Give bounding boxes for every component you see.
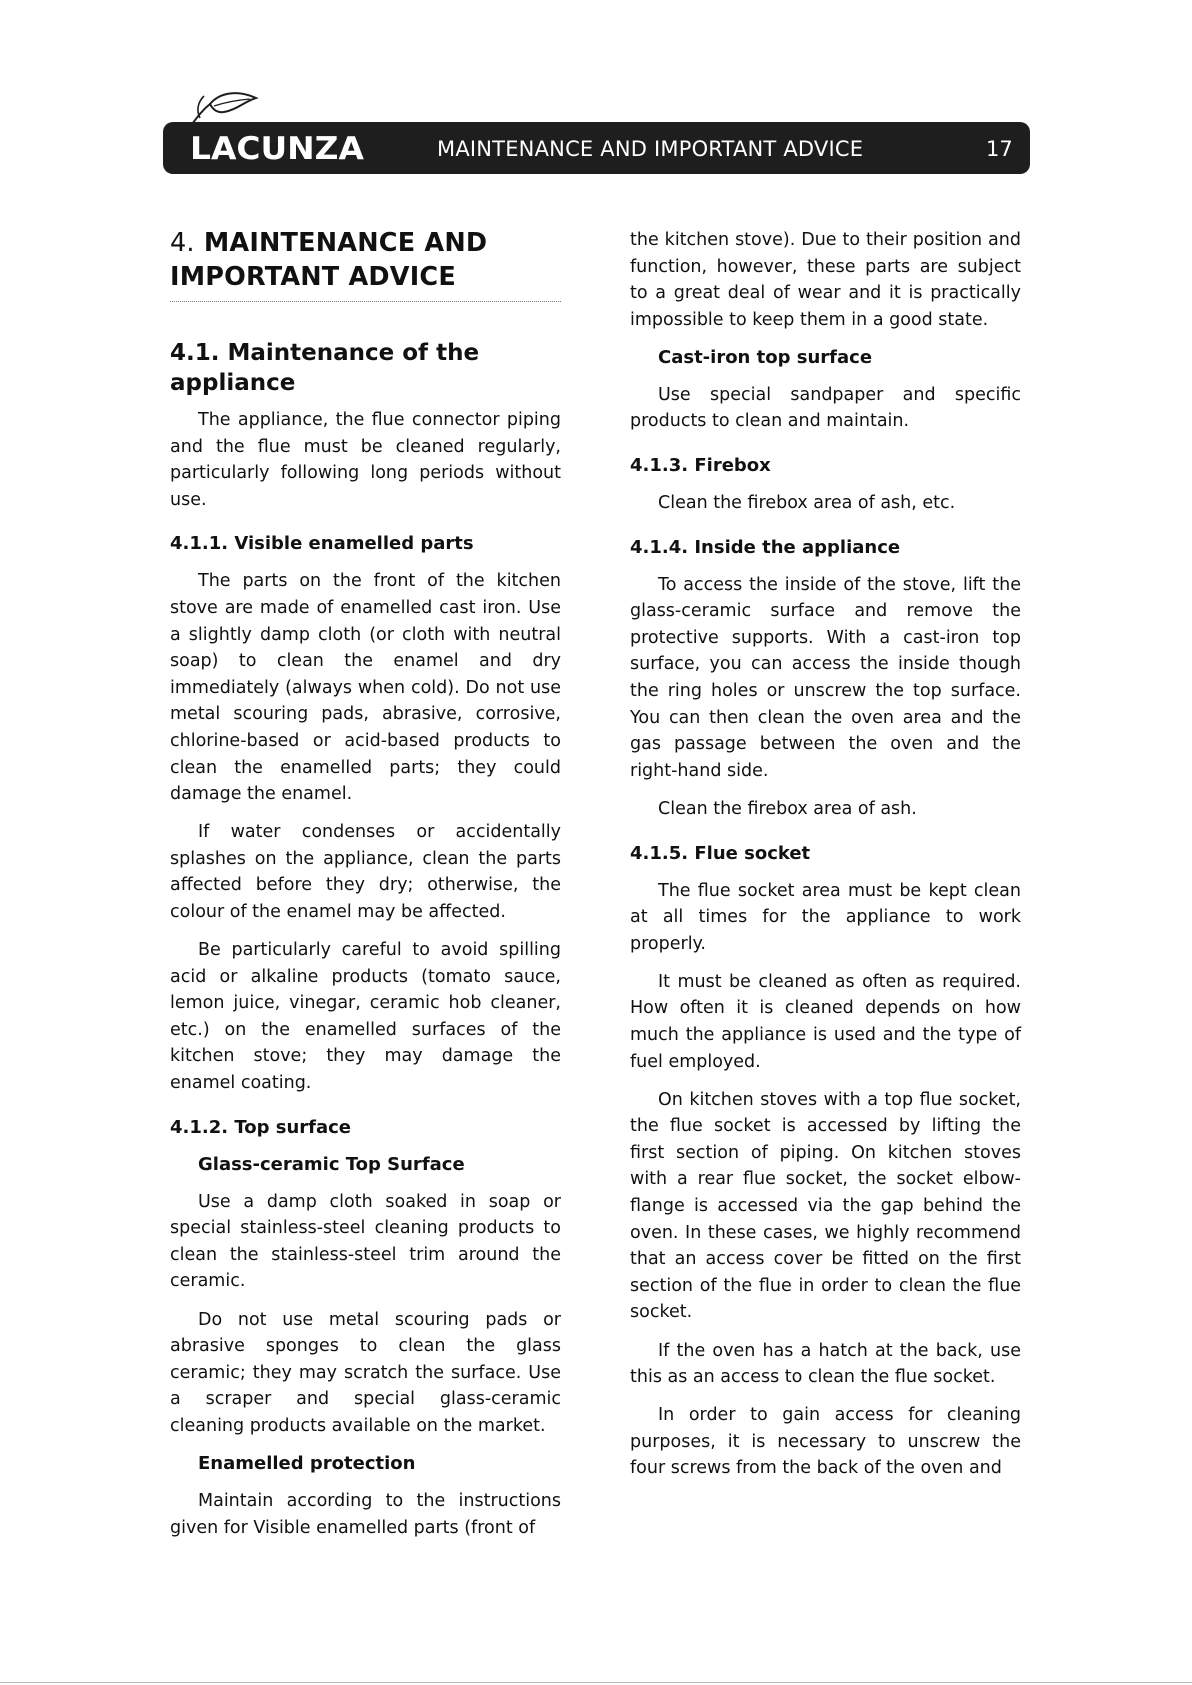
- paragraph: Do not use metal scouring pads or abrasive sponges to clean the glass ceramic; they may scratch the surface. Use a scraper and special glass-ceramic cleaning products available on the market.: [170, 1309, 561, 1436]
- page-number: 17: [986, 137, 1013, 161]
- paragraph: The flue socket area must be kept clean at all times for the appliance to work properly.: [630, 880, 1021, 954]
- section-title: 4.1. Maintenance of the appliance: [170, 340, 480, 396]
- paragraph: The appliance, the flue connector piping and the flue must be cleaned regularly, particularly following long periods without use.: [170, 410, 561, 510]
- paragraph: Use special sandpaper and specific products to clean and maintain.: [630, 384, 1021, 432]
- paragraph: Clean the firebox area of ash.: [658, 798, 917, 819]
- header-title: MAINTENANCE AND IMPORTANT ADVICE: [437, 137, 864, 161]
- paragraph: The parts on the front of the kitchen stove are made of enamelled cast iron. Use a slightly damp cloth (or cloth with neutral soap) to clean the enamel and dry immediately (always when cold). Do not use metal scouring pads, abrasive, corrosive, chlorine-based or acid-based products to clean the enamelled parts; they could damage the enamel.: [170, 571, 561, 805]
- subsection-title: 4.1.5. Flue socket: [630, 842, 811, 864]
- subsection-title: 4.1.2. Top surface: [170, 1116, 352, 1138]
- paragraph: It must be cleaned as often as required. How often it is cleaned depends on how much the appliance is used and the type of fuel employed.: [630, 971, 1021, 1072]
- left-column: [170, 226, 561, 1553]
- subsection-title: 4.1.1. Visible enamelled parts: [170, 533, 474, 555]
- paragraph: Maintain according to the instructions given for Visible enamelled parts (front of: [170, 1491, 561, 1538]
- page-bottom-rule: [0, 1682, 1192, 1683]
- subsection-title: 4.1.4. Inside the appliance: [630, 536, 901, 558]
- paragraph: Clean the firebox area of ash, etc.: [658, 493, 956, 514]
- paragraph: To access the inside of the stove, lift the glass-ceramic surface and remove the protective supports. With a cast-iron top surface, you can access the inside though the ring holes or unscrew the top surface. You can then clean the oven area and the gas passage between the oven and the right-hand side.: [630, 574, 1021, 781]
- chapter-number: 4.: [170, 228, 195, 258]
- paragraph: In order to gain access for cleaning purposes, it is necessary to unscrew the four screws from the back of the oven and: [630, 1405, 1021, 1479]
- chapter-title: [170, 226, 561, 302]
- paragraph: Be particularly careful to avoid spilling acid or alkaline products (tomato sauce, lemon juice, vinegar, ceramic hob cleaner, etc.) on the enamelled surfaces of the kitchen stove; they may damage the enamel coating.: [170, 940, 561, 1094]
- paragraph: If water condenses or accidentally splashes on the appliance, clean the parts affected before they dry; otherwise, the colour of the enamel may be affected.: [170, 822, 561, 922]
- right-column: [630, 227, 1021, 1493]
- chapter-title-text: MAINTENANCE AND IMPORTANT ADVICE: [170, 228, 488, 292]
- paragraph: Use a damp cloth soaked in soap or special stainless-steel cleaning products to clean the stainless-steel trim around the ceramic.: [170, 1191, 561, 1292]
- paragraph: the kitchen stove). Due to their position and function, however, these parts are subject to a great deal of wear and it is practically impossible to keep them in a good state.: [630, 230, 1021, 330]
- paragraph: If the oven has a hatch at the back, use this as an access to clean the flue socket.: [630, 1340, 1021, 1388]
- brand-name: LACUNZA: [190, 131, 364, 167]
- minor-heading: Cast-iron top surface: [658, 346, 873, 368]
- brand-logo: [180, 88, 370, 170]
- minor-heading: Enamelled protection: [198, 1453, 416, 1474]
- subsection-title: 4.1.3. Firebox: [630, 455, 771, 477]
- paragraph: On kitchen stoves with a top flue socket, the flue socket is accessed by lifting the first section of piping. On kitchen stoves with a rear flue socket, the socket elbow-flange is accessed via the gap behind the oven. In these cases, we highly recommend that an access cover be fitted on the first section of the flue in order to clean the flue socket.: [630, 1089, 1021, 1323]
- minor-heading: Glass-ceramic Top Surface: [198, 1153, 465, 1175]
